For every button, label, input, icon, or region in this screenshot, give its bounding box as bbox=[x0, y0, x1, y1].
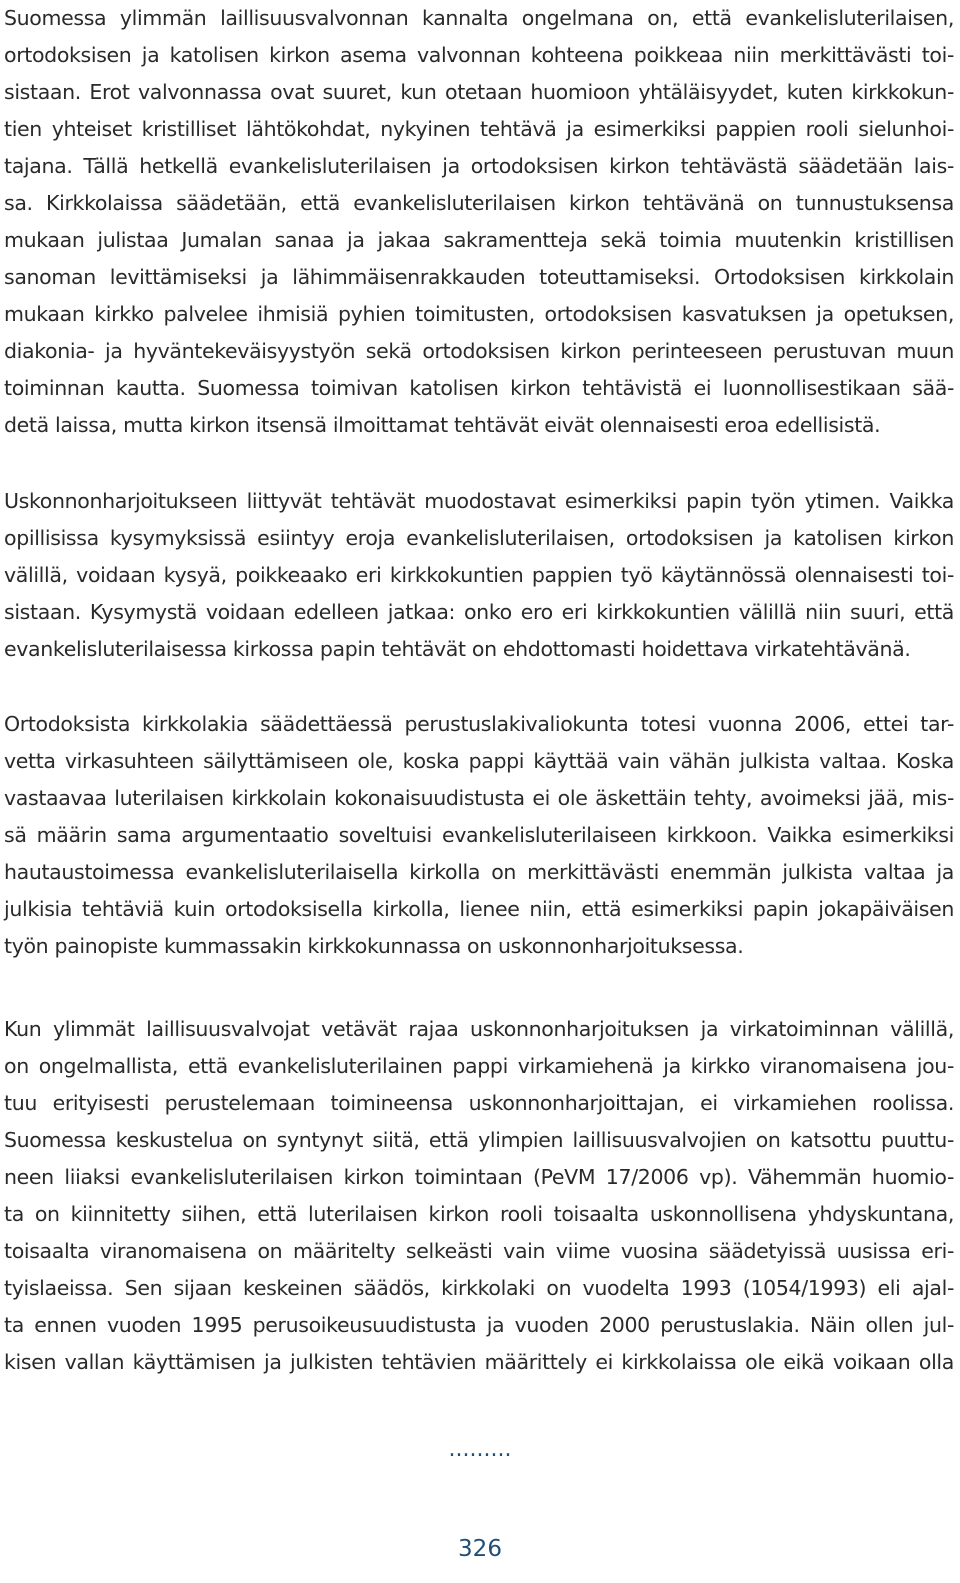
text-line: opillisissa kysymyksissä esiintyy eroja evankelisluterilaisen, ortodoksisen ja katolisen kirkon bbox=[4, 526, 954, 550]
text-line: neen liiaksi evankelisluterilaisen kirkon toimintaan (PeVM 17/2006 vp). Vähemmän huomio- bbox=[4, 1165, 954, 1189]
text-line: ta on kiinnitetty siihen, että luterilaisen kirkon rooli toisaalta uskonnollisena yhdyskuntana, bbox=[4, 1202, 954, 1226]
text-line: työn painopiste kummassakin kirkkokunnassa on uskonnonharjoituksessa. bbox=[4, 934, 744, 958]
text-line: kisen vallan käyttämisen ja julkisten tehtävien määrittely ei kirkkolaissa ole eikä voikaan olla bbox=[4, 1350, 954, 1374]
footer-dots: ......... bbox=[448, 1437, 512, 1462]
text-line: sä määrin sama argumentaatio soveltuisi evankelisluterilaiseen kirkkoon. Vaikka esimerkiksi bbox=[4, 823, 954, 847]
text-line: ta ennen vuoden 1995 perusoikeusuudistusta ja vuoden 2000 perustuslakia. Näin ollen jul- bbox=[4, 1313, 954, 1337]
text-line: sa. Kirkkolaissa säädetään, että evankelisluterilaisen kirkon tehtävänä on tunnustuksensa bbox=[4, 191, 954, 215]
text-line: Suomessa ylimmän laillisuusvalvonnan kannalta ongelmana on, että evankelisluterilaisen, bbox=[4, 6, 954, 30]
text-line: sistaan. Erot valvonnassa ovat suuret, kun otetaan huomioon yhtäläisyydet, kuten kirkkokun- bbox=[4, 80, 954, 104]
text-line: vetta virkasuhteen säilyttämiseen ole, koska pappi käyttää vain vähän julkista valtaa. Koska bbox=[4, 749, 954, 773]
text-line: hautaustoimessa evankelisluterilaisella kirkolla on merkittävästi enemmän julkista valtaa ja bbox=[4, 860, 954, 884]
text-line: diakonia- ja hyväntekeväisyystyön sekä ortodoksisen kirkon perinteeseen perustuvan muun bbox=[4, 339, 954, 363]
text-line: mukaan kirkko palvelee ihmisiä pyhien toimitusten, ortodoksisen kasvatuksen ja opetuksen, bbox=[4, 302, 954, 326]
text-line: julkisia tehtäviä kuin ortodoksisella kirkolla, lienee niin, että esimerkiksi papin jokapäiväisen bbox=[4, 897, 954, 921]
text-line: vastaavaa luterilaisen kirkkolain kokonaisuudistusta ei ole äskettäin tehty, avoimeksi jää, mis- bbox=[4, 786, 954, 810]
paragraph-1 bbox=[4, 0, 954, 444]
text-line: toisaalta viranomaisena on määritelty selkeästi vain viime vuosina säädetyissä uusissa eri- bbox=[4, 1239, 954, 1263]
text-line: on ongelmallista, että evankelisluterilainen pappi virkamiehenä ja kirkko viranomaisena jou- bbox=[4, 1054, 954, 1078]
text-line: evankelisluterilaisessa kirkossa papin tehtävät on ehdottomasti hoidettava virkatehtävänä. bbox=[4, 637, 911, 661]
paragraph-4 bbox=[4, 1011, 954, 1381]
text-line: Ortodoksista kirkkolakia säädettäessä perustuslakivaliokunta totesi vuonna 2006, ettei tar- bbox=[4, 712, 954, 736]
text-line: detä laissa, mutta kirkon itsensä ilmoittamat tehtävät eivät olennaisesti eroa edellisistä. bbox=[4, 413, 881, 437]
text-line: sanoman levittämiseksi ja lähimmäisenrakkauden toteuttamiseksi. Ortodoksisen kirkkolain bbox=[4, 265, 954, 289]
text-line: sistaan. Kysymystä voidaan edelleen jatkaa: onko ero eri kirkkokuntien välillä niin suuri, että bbox=[4, 600, 954, 624]
text-line: Kun ylimmät laillisuusvalvojat vetävät rajaa uskonnonharjoituksen ja virkatoiminnan välillä, bbox=[4, 1017, 954, 1041]
page-number: 326 bbox=[458, 1536, 502, 1562]
text-line: tajana. Tällä hetkellä evankelisluterilaisen ja ortodoksisen kirkon tehtävästä säädetään lais- bbox=[4, 154, 954, 178]
paragraph-3 bbox=[4, 706, 954, 965]
paragraph-2 bbox=[4, 483, 954, 668]
text-line: välillä, voidaan kysyä, poikkeaako eri kirkkokuntien pappien työ käytännössä olennaisesti toi- bbox=[4, 563, 954, 587]
text-line: tien yhteiset kristilliset lähtökohdat, nykyinen tehtävä ja esimerkiksi pappien rooli sielunhoi- bbox=[4, 117, 954, 141]
text-line: toiminnan kautta. Suomessa toimivan katolisen kirkon tehtävistä ei luonnollisestikaan sää- bbox=[4, 376, 954, 400]
text-line: ortodoksisen ja katolisen kirkon asema valvonnan kohteena poikkeaa niin merkittävästi toi- bbox=[4, 43, 954, 67]
text-line: Suomessa keskustelua on syntynyt siitä, että ylimpien laillisuusvalvojien on katsottu puuttu- bbox=[4, 1128, 954, 1152]
text-line: mukaan julistaa Jumalan sanaa ja jakaa sakramentteja sekä toimia muutenkin kristillisen bbox=[4, 228, 954, 252]
text-line: tuu erityisesti perustelemaan toimineensa uskonnonharjoittajan, ei virkamiehen roolissa. bbox=[4, 1091, 954, 1115]
text-line: tyislaeissa. Sen sijaan keskeinen säädös, kirkkolaki on vuodelta 1993 (1054/1993) eli ajal- bbox=[4, 1276, 954, 1300]
text-line: Uskonnonharjoitukseen liittyvät tehtävät muodostavat esimerkiksi papin työn ytimen. Vaikka bbox=[4, 489, 954, 513]
